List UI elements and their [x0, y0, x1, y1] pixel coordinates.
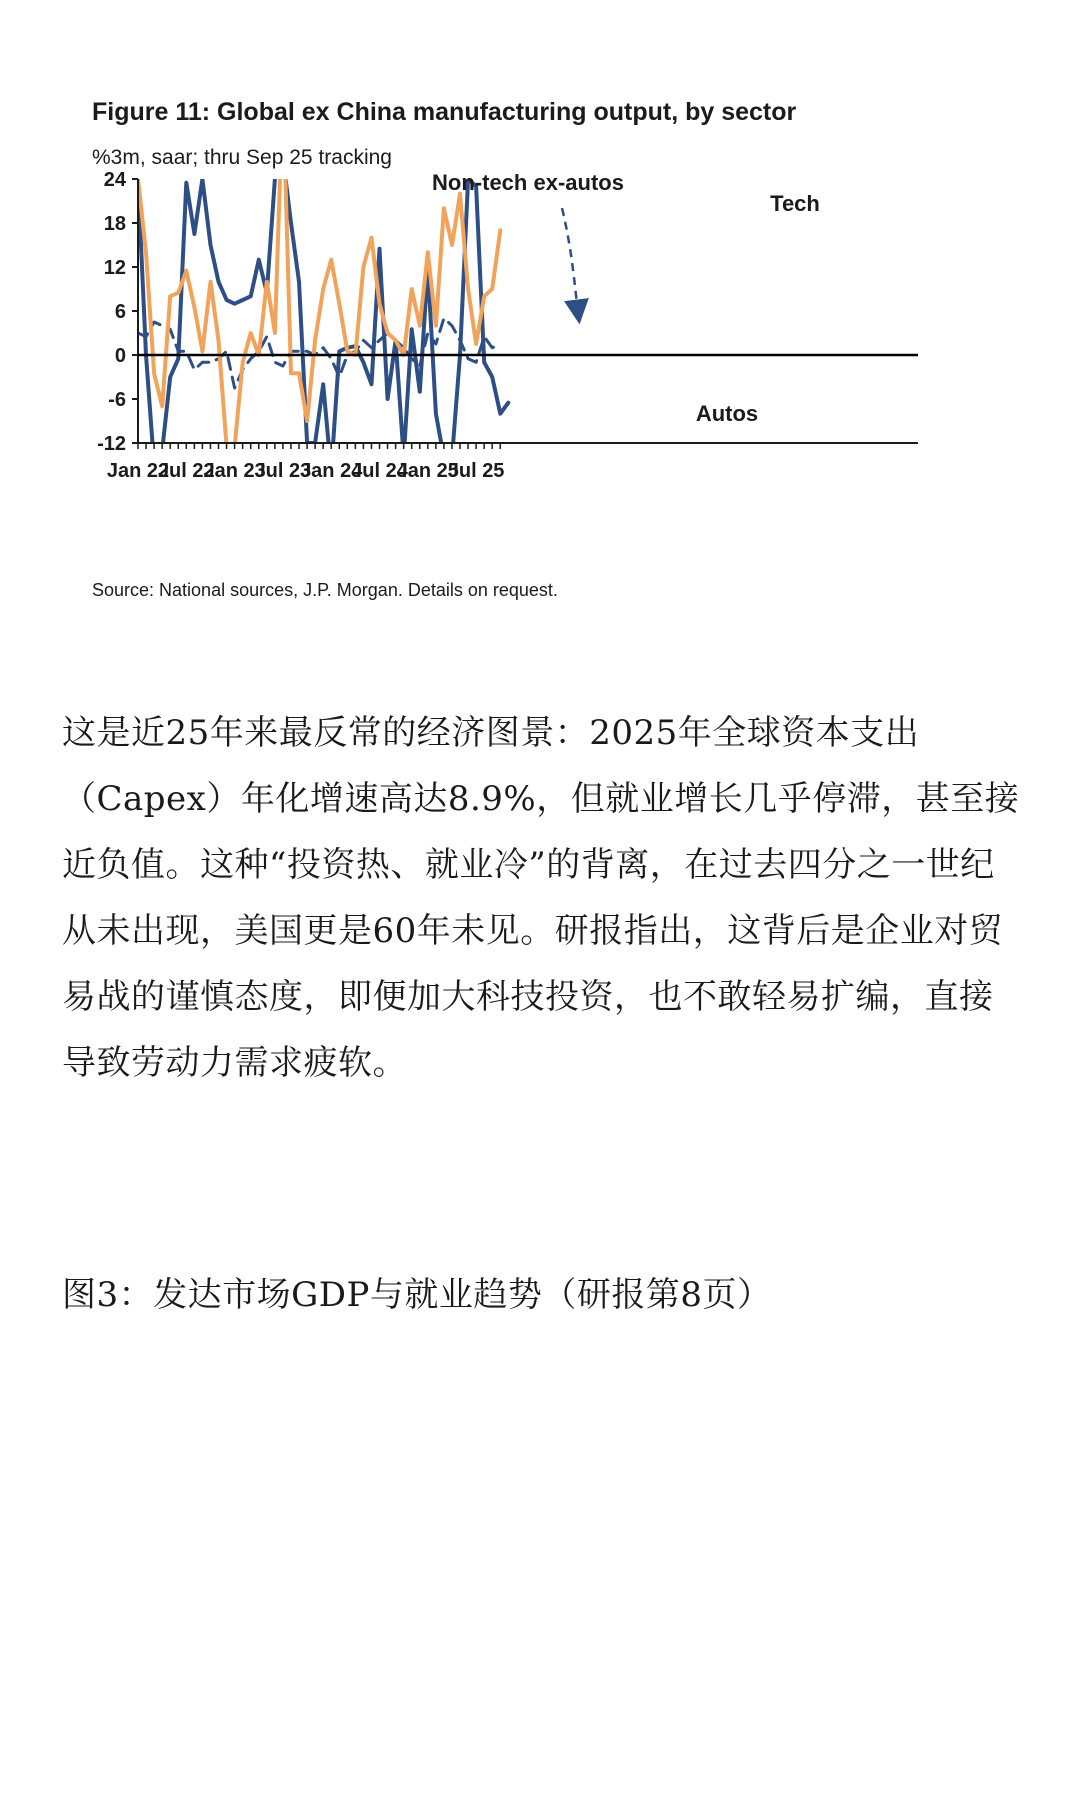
line-chart	[90, 90, 990, 610]
series-line-tech	[138, 91, 500, 447]
x-tick-label: Jul 23	[254, 460, 312, 482]
x-tick-label: Jul 24	[351, 460, 408, 482]
annotation-arrow	[562, 208, 578, 312]
x-tick-label: Jan 24	[300, 460, 363, 482]
annotation-autos: Autos	[695, 401, 759, 426]
chart-source: Source: National sources, J.P. Morgan. Details on request.	[92, 580, 558, 600]
annotation-tech: Tech	[770, 191, 820, 216]
chart-figure	[90, 90, 990, 610]
x-tick-label: Jan 25	[396, 460, 459, 482]
article-paragraph: 这是近25年来最反常的经济图景：2025年全球资本支出（Capex）年化增速高达8.9%，但就业增长几乎停滞，甚至接近负值。这种“投资热、就业冷”的背离，在过去四分之一世纪从未出现，美国更是60年未见。研报指出，这背后是企业对贸易战的谨慎态度，即便加大科技投资，也不敢轻易扩编，直接导致劳动力需求疲软。	[62, 713, 1020, 1083]
y-tick-label: 24	[103, 169, 126, 191]
series-line-autos	[138, 157, 508, 472]
chart-subtitle: %3m, saar; thru Sep 25 tracking	[92, 146, 392, 169]
y-tick-label: 0	[114, 345, 126, 367]
y-tick-label: 18	[103, 213, 126, 235]
annotation-non-tech-ex-autos: Non-tech ex-autos	[432, 170, 624, 195]
y-tick-label: 12	[103, 257, 126, 279]
y-tick-label: 6	[114, 301, 126, 323]
x-tick-label: Jan 23	[203, 460, 266, 482]
y-tick-label: -6	[108, 389, 126, 411]
x-tick-label: Jan 22	[106, 460, 170, 482]
x-tick-label: Jul 25	[447, 460, 505, 482]
figure-caption: 图3：发达市场GDP与就业趋势（研报第8页）	[62, 1275, 772, 1315]
chart-title: Figure 11: Global ex China manufacturing output, by sector	[92, 98, 797, 126]
y-tick-label: -12	[97, 433, 126, 455]
x-tick-label: Jul 22	[157, 460, 215, 482]
series-line-non-tech-ex-autos	[138, 318, 500, 388]
